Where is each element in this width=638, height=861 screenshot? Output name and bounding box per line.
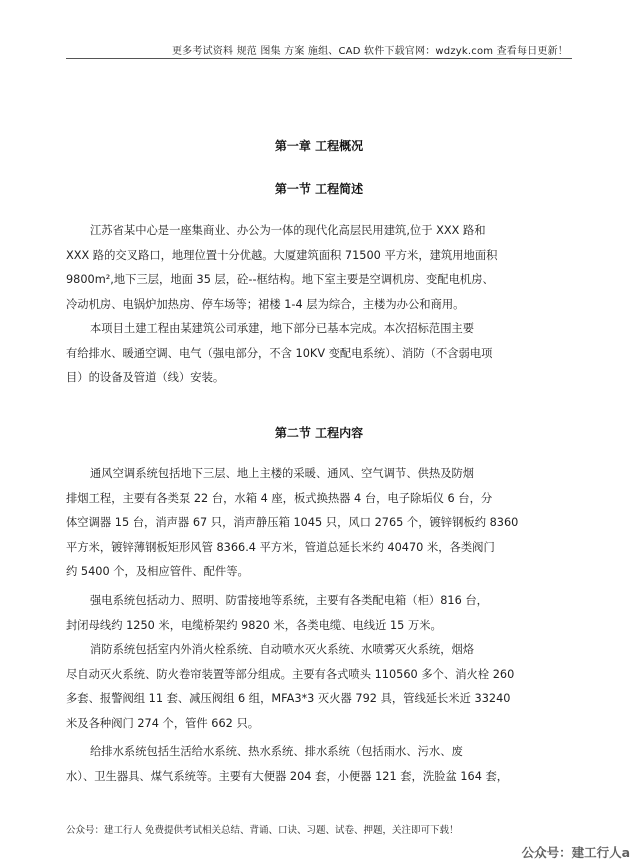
paragraph-line: 9800m²,地下三层，地面 35 层，砼--框结构。地下室主要是空调机房、变配电机房、 [66, 273, 494, 286]
paragraph-line: 本项目土建工程由某建筑公司承建，地下部分已基本完成。本次招标范围主要 [90, 322, 475, 335]
paragraph-line: 冷动机房、电锅炉加热房、停车场等；裙楼 1-4 层为综合，主楼为办公和商用。 [66, 297, 465, 311]
paragraph-line: 有给排水、暖通空调、电气（强电部分，不含 10KV 变配电系统）、消防（不含弱电项 [66, 346, 493, 360]
paragraph-line: 排烟工程，主要有各类泵 22 台，水箱 4 座，板式换热器 4 台，电子除垢仪 6 台，分 [66, 491, 493, 505]
paragraph [66, 462, 574, 585]
paragraph-line: 消防系统包括室内外消火栓系统、自动喷水灭火系统、水喷雾灭火系统，烟烙 [90, 643, 475, 656]
paragraph [66, 219, 574, 317]
paragraph-line: 目）的设备及管道（线）安装。 [66, 371, 225, 384]
paragraph-line: 给排水系统包括生活给水系统、热水系统、排水系统（包括雨水、污水、废 [90, 745, 463, 758]
header-note: 更多考试资料 规范 图集 方案 施组、CAD 软件下载官网：wdzyk.com 查看每日更新！ [171, 46, 568, 57]
paragraph [66, 317, 574, 391]
section-title: 第一节 工程简述 [274, 182, 364, 196]
paragraph [66, 740, 574, 789]
paragraph-line: 体空调器 15 台，消声器 67 只，消声静压箱 1045 只，风口 2765 个，镀锌钢板约 8360 [66, 516, 519, 529]
header-divider [66, 58, 572, 59]
paragraph-line: XXX 路的交叉路口，地理位置十分优越。大厦建筑面积 71500 平方米，建筑用地面积 [66, 248, 498, 262]
paragraph-line: 多套、报警阀组 11 套、减压阀组 6 组，MFA3*3 灭火器 792 具，管线延长米近 33240 [66, 692, 511, 705]
paragraph [66, 589, 574, 638]
paragraph-line: 强电系统包括动力、照明、防雷接地等系统，主要有各类配电箱（柜）816 台， [90, 594, 488, 607]
paragraph-line: 封闭母线约 1250 米，电缆桥架约 9820 米，各类电缆、电线近 15 万米。 [66, 618, 442, 632]
paragraph-line: 米及各种阀门 274 个，管件 662 只。 [66, 716, 260, 730]
paragraph-line: 尽自动灭火系统、防火卷帘装置等部分组成。主要有各式喷头 110560 多个、消火栓 260 [66, 667, 515, 681]
paragraph-line: 通风空调系统包括地下三层、地上主楼的采暖、通风、空气调节、供热及防烟 [90, 467, 475, 480]
paragraph-line: 约 5400 个，及相应管件、配件等。 [66, 565, 249, 578]
section-title: 第二节 工程内容 [274, 426, 364, 440]
paragraph-line: 江苏省某中心是一座集商业、办公为一体的现代化高层民用建筑,位于 XXX 路和 [90, 224, 486, 237]
watermark-text: 公众号：建工行人a [521, 845, 630, 860]
paragraph-line: 水）、卫生器具、煤气系统等。主要有大便器 204 套，小便器 121 套，洗脸盆 164 套， [66, 769, 509, 783]
footer-note: 公众号：建工行人 免费提供考试相关总结、背诵、口诀、习题、试卷、押题，关注即可下载！ [66, 825, 459, 836]
chapter-title: 第一章 工程概况 [274, 139, 364, 153]
paragraph [66, 638, 574, 736]
paragraph-line: 平方米，镀锌薄钢板矩形风管 8366.4 平方米，管道总延长米约 40470 米，各类阀门 [66, 540, 495, 554]
